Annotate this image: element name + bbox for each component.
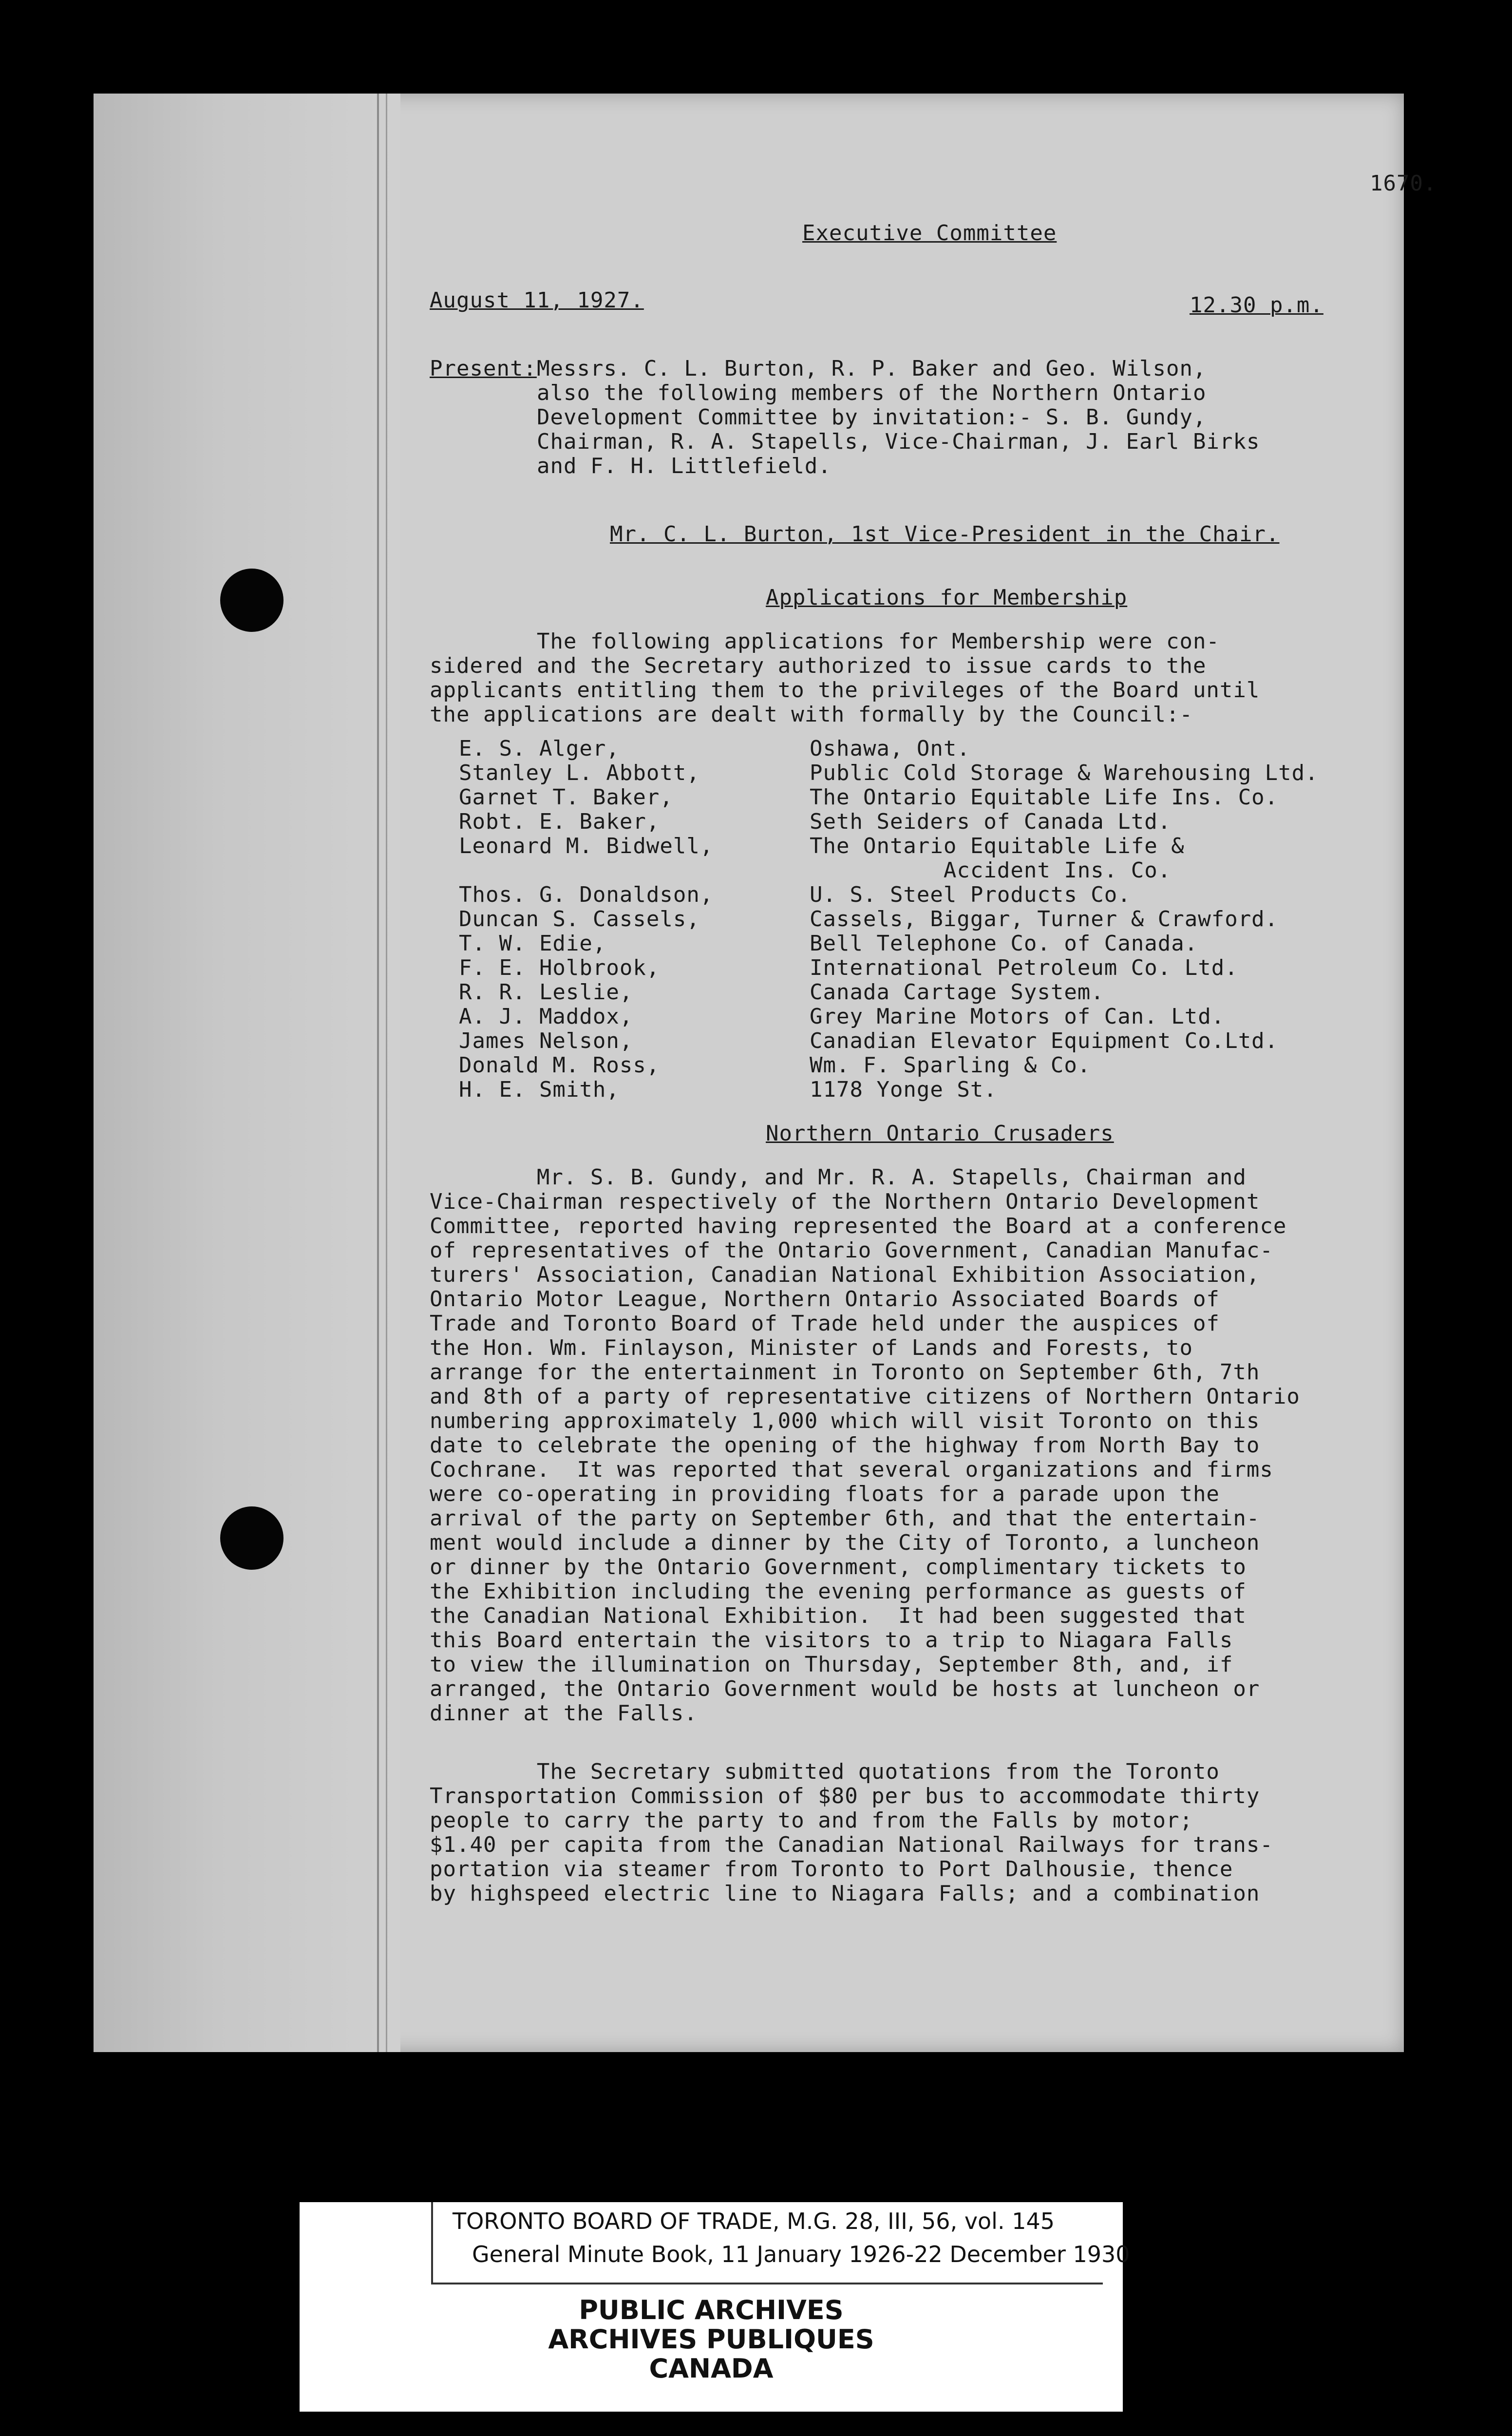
paragraph-line: arrival of the party on September 6th, and that the entertain- xyxy=(430,1506,1260,1531)
intro-line: The following applications for Membership were con- xyxy=(430,629,1220,654)
paragraph-line: the Exhibition including the evening performance as guests of xyxy=(430,1579,1247,1604)
paragraph-line: Cochrane. It was reported that several organizations and firms xyxy=(430,1457,1273,1482)
intro-line: the applications are dealt with formally by the Council:- xyxy=(430,702,1193,727)
paragraph-line: and 8th of a party of representative citizens of Northern Ontario xyxy=(430,1384,1300,1409)
list-item xyxy=(459,1029,1409,1053)
present-line: also the following members of the Northern Ontario xyxy=(537,381,1207,405)
member-company: The Ontario Equitable Life & xyxy=(810,834,1185,858)
meeting-date: August 11, 1927. xyxy=(430,288,644,313)
list-item xyxy=(459,834,1409,858)
member-company: Oshawa, Ont. xyxy=(810,736,970,761)
member-name: Thos. G. Donaldson, xyxy=(459,882,714,907)
list-item xyxy=(459,810,1409,834)
paragraph-line: the Hon. Wm. Finlayson, Minister of Lands and Forests, to xyxy=(430,1335,1193,1360)
paragraph-line: to view the illumination on Thursday, September 8th, and, if xyxy=(430,1652,1233,1677)
paragraph-line: dinner at the Falls. xyxy=(430,1701,698,1726)
page-number: 1670. xyxy=(1370,171,1437,196)
paragraph-line: portation via steamer from Toronto to Port Dalhousie, thence xyxy=(430,1857,1233,1882)
member-name: T. W. Edie, xyxy=(459,931,606,956)
present-label: Present: xyxy=(430,356,537,381)
member-company: U. S. Steel Products Co. xyxy=(810,882,1131,907)
paragraph-line: $1.40 per capita from the Canadian National Railways for trans- xyxy=(430,1832,1273,1857)
member-name: R. R. Leslie, xyxy=(459,980,633,1005)
punch-hole-bottom xyxy=(220,1506,284,1570)
intro-line: applicants entitling them to the privileges of the Board until xyxy=(430,678,1260,703)
member-name: Duncan S. Cassels, xyxy=(459,907,700,932)
archives-country: CANADA xyxy=(649,2353,774,2384)
member-name: E. S. Alger, xyxy=(459,736,620,761)
member-company: Wm. F. Sparling & Co. xyxy=(810,1053,1091,1078)
present-line: Chairman, R. A. Stapells, Vice-Chairman, J. Earl Birks xyxy=(537,429,1260,454)
paragraph-line: people to carry the party to and from the Falls by motor; xyxy=(430,1808,1193,1833)
member-company: Cassels, Biggar, Turner & Crawford. xyxy=(810,907,1279,932)
member-company: The Ontario Equitable Life Ins. Co. xyxy=(810,785,1279,810)
member-company: Canada Cartage System. xyxy=(810,980,1104,1005)
paragraph-line: Vice-Chairman respectively of the Northern Ontario Development xyxy=(430,1189,1260,1214)
document-page xyxy=(94,94,1437,2052)
list-item xyxy=(459,761,1409,785)
paragraph-line: ment would include a dinner by the City of Toronto, a luncheon xyxy=(430,1530,1260,1555)
paragraph-line: or dinner by the Ontario Government, complimentary tickets to xyxy=(430,1555,1247,1580)
section-heading: Executive Committee xyxy=(802,221,1057,246)
list-item xyxy=(459,980,1409,1005)
list-item xyxy=(459,737,1409,761)
paragraph-line: turers' Association, Canadian National Exhibition Association, xyxy=(430,1262,1260,1287)
list-item xyxy=(459,883,1409,907)
paragraph-line: this Board entertain the visitors to a trip to Niagara Falls xyxy=(430,1628,1233,1653)
applications-intro xyxy=(430,629,1355,727)
list-item xyxy=(459,1005,1409,1029)
binding-margin xyxy=(94,94,400,2052)
present-line: Development Committee by invitation:- S. B. Gundy, xyxy=(537,405,1207,430)
member-name: H. E. Smith, xyxy=(459,1077,620,1102)
paragraph-line: The Secretary submitted quotations from the Toronto xyxy=(430,1759,1220,1784)
punch-hole-top xyxy=(220,569,284,632)
paragraph-line: by highspeed electric line to Niagara Falls; and a combination xyxy=(430,1881,1260,1906)
member-company: Seth Seiders of Canada Ltd. xyxy=(810,809,1172,834)
secretary-paragraph xyxy=(430,1760,1355,1906)
member-company: 1178 Yonge St. xyxy=(810,1077,997,1102)
binding-line xyxy=(377,94,387,2052)
reference-box xyxy=(431,2202,1130,2284)
present-list xyxy=(537,357,1462,478)
list-item xyxy=(459,858,1409,883)
archives-name-en: PUBLIC ARCHIVES xyxy=(579,2295,844,2325)
member-company: Canadian Elevator Equipment Co.Ltd. xyxy=(810,1028,1279,1053)
member-name: A. J. Maddox, xyxy=(459,1004,633,1029)
paragraph-line: Transportation Commission of $80 per bus to accommodate thirty xyxy=(430,1784,1260,1808)
member-name: Leonard M. Bidwell, xyxy=(459,834,714,858)
member-company: Bell Telephone Co. of Canada. xyxy=(810,931,1198,956)
member-name: Donald M. Ross, xyxy=(459,1053,660,1078)
present-line: Messrs. C. L. Burton, R. P. Baker and Geo. Wilson, xyxy=(537,356,1207,381)
member-company: Grey Marine Motors of Can. Ltd. xyxy=(810,1004,1225,1029)
paragraph-line: Trade and Toronto Board of Trade held under the auspices of xyxy=(430,1311,1220,1336)
paragraph-line: arranged, the Ontario Government would be hosts at luncheon or xyxy=(430,1676,1260,1701)
crusaders-heading: Northern Ontario Crusaders xyxy=(766,1121,1114,1146)
list-item xyxy=(459,785,1409,810)
paragraph-line: of representatives of the Ontario Government, Canadian Manufac- xyxy=(430,1238,1273,1263)
crusaders-paragraph xyxy=(430,1165,1355,1726)
paragraph-line: arrange for the entertainment in Toronto on September 6th, 7th xyxy=(430,1360,1260,1385)
member-company: International Petroleum Co. Ltd. xyxy=(810,955,1238,980)
member-name: James Nelson, xyxy=(459,1028,633,1053)
intro-line: sidered and the Secretary authorized to issue cards to the xyxy=(430,653,1207,678)
member-name: Stanley L. Abbott, xyxy=(459,761,700,785)
list-item xyxy=(459,1078,1409,1102)
applications-heading: Applications for Membership xyxy=(766,585,1128,610)
paragraph-line: numbering approximately 1,000 which will visit Toronto on this xyxy=(430,1408,1260,1433)
meeting-time: 12.30 p.m. xyxy=(1190,293,1323,318)
archives-stamp xyxy=(300,2202,1130,2412)
paragraph-line: Mr. S. B. Gundy, and Mr. R. A. Stapells, Chairman and xyxy=(430,1165,1247,1190)
list-item xyxy=(459,956,1409,980)
reference-line-2: General Minute Book, 11 January 1926-22 December 1930 xyxy=(472,2241,1130,2267)
paragraph-line: Ontario Motor League, Northern Ontario Associated Boards of xyxy=(430,1287,1220,1312)
member-company: Public Cold Storage & Warehousing Ltd. xyxy=(810,761,1319,785)
minutes-text xyxy=(405,94,1437,2052)
paragraph-line: Committee, reported having represented the Board at a conference xyxy=(430,1214,1287,1238)
list-item xyxy=(459,1053,1409,1078)
member-name: Garnet T. Baker, xyxy=(459,785,673,810)
archives-name-fr: ARCHIVES PUBLIQUES xyxy=(548,2324,874,2355)
reference-line-1: TORONTO BOARD OF TRADE, M.G. 28, III, 56, vol. 145 xyxy=(453,2208,1055,2234)
present-line: and F. H. Littlefield. xyxy=(537,454,832,478)
member-company: Accident Ins. Co. xyxy=(810,858,1172,883)
list-item xyxy=(459,907,1409,932)
paragraph-line: were co-operating in providing floats for a parade upon the xyxy=(430,1482,1220,1506)
chair-line: Mr. C. L. Burton, 1st Vice-President in the Chair. xyxy=(610,522,1280,547)
paragraph-line: date to celebrate the opening of the highway from North Bay to xyxy=(430,1433,1260,1458)
member-name: F. E. Holbrook, xyxy=(459,955,660,980)
list-item xyxy=(459,932,1409,956)
paragraph-line: the Canadian National Exhibition. It had been suggested that xyxy=(430,1603,1247,1628)
member-name: Robt. E. Baker, xyxy=(459,809,660,834)
